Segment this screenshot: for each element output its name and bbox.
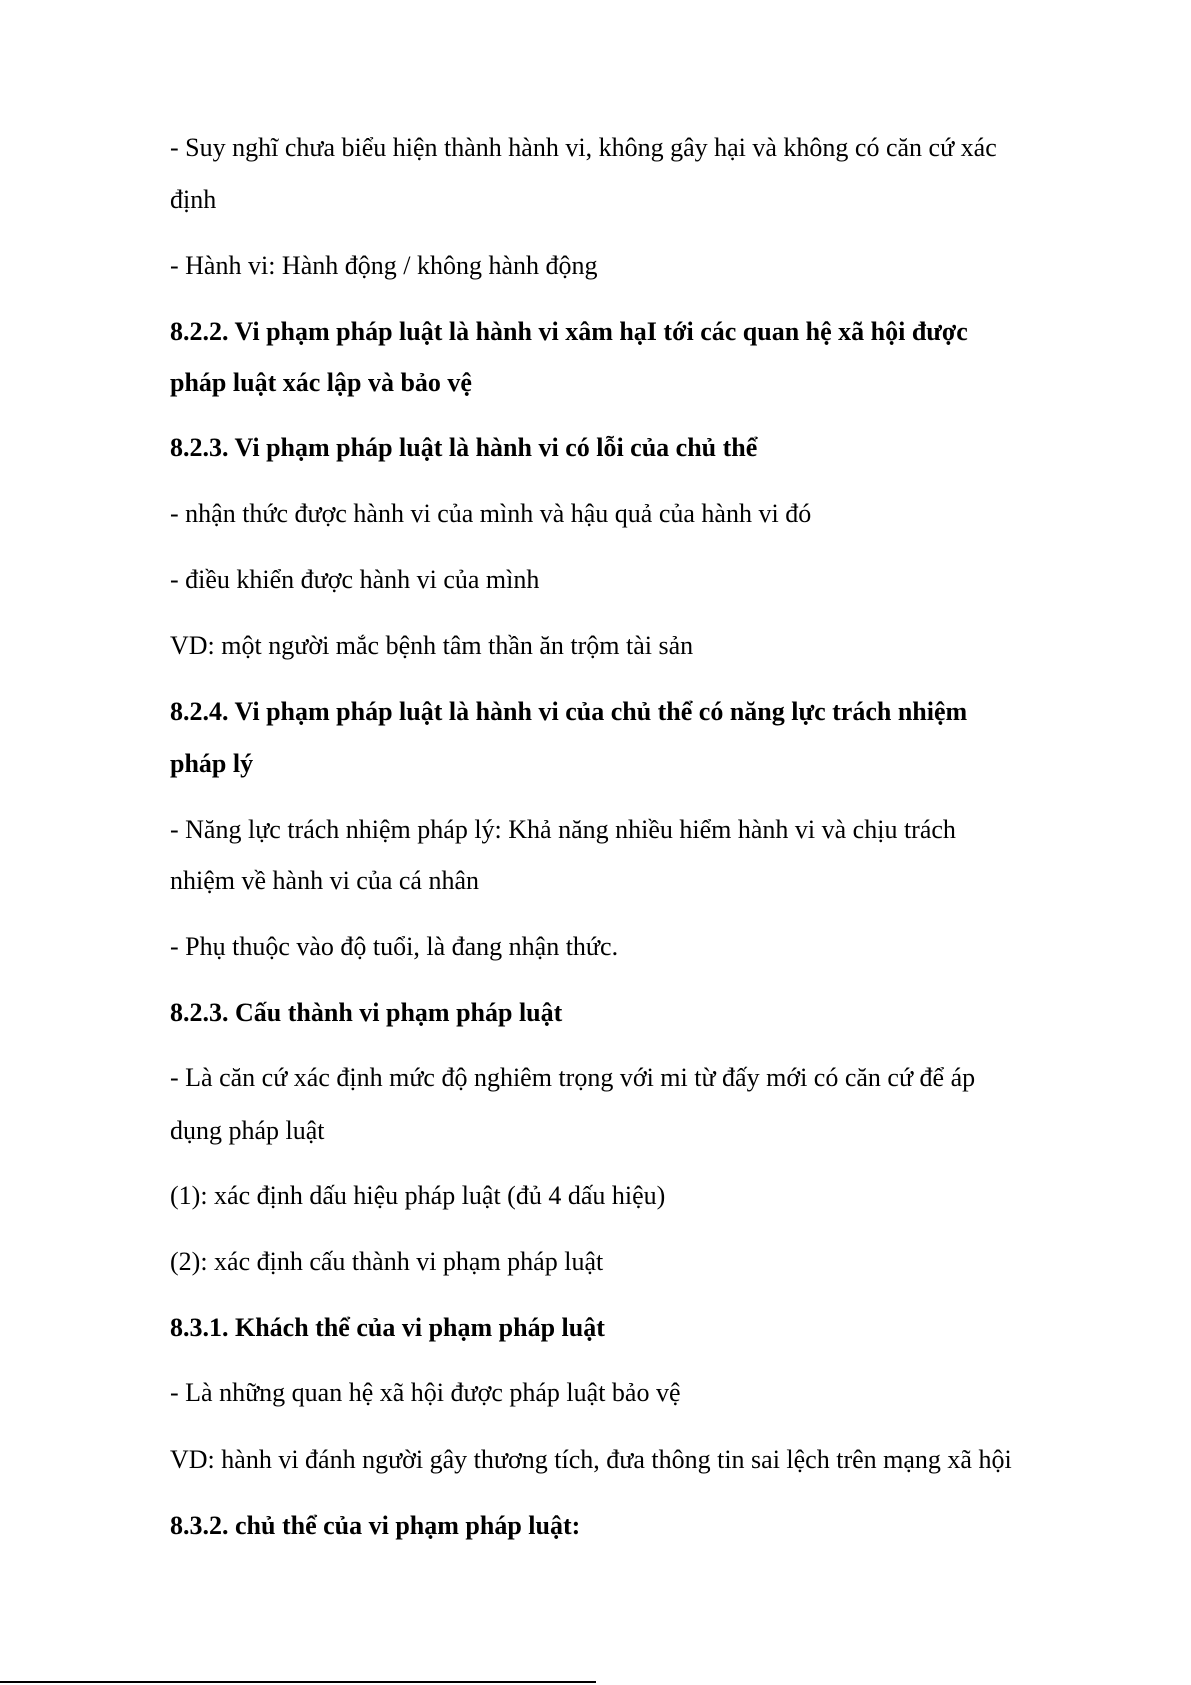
text-line: - Phụ thuộc vào độ tuổi, là đang nhận thức.	[170, 932, 619, 961]
section-heading: 8.3.2. chủ thể của vi phạm pháp luật:	[170, 1511, 581, 1540]
footer-rule	[0, 1681, 596, 1683]
section-heading: 8.2.2. Vi phạm pháp luật là hành vi xâm hạI tới các quan hệ xã hội được	[170, 317, 968, 346]
text-line: (2): xác định cấu thành vi phạm pháp luật	[170, 1247, 604, 1276]
section-heading: 8.2.3. Cấu thành vi phạm pháp luật	[170, 998, 563, 1027]
section-heading: 8.2.4. Vi phạm pháp luật là hành vi của chủ thể có năng lực trách nhiệm	[170, 697, 968, 726]
section-heading: 8.2.3. Vi phạm pháp luật là hành vi có lỗi của chủ thể	[170, 433, 758, 462]
text-line: định	[170, 185, 217, 214]
text-line: dụng pháp luật	[170, 1116, 325, 1145]
text-line: - Hành vi: Hành động / không hành động	[170, 251, 598, 280]
text-line: (1): xác định dấu hiệu pháp luật (đủ 4 dấu hiệu)	[170, 1181, 666, 1210]
text-line: - điều khiển được hành vi của mình	[170, 565, 540, 594]
text-line: VD: một người mắc bệnh tâm thần ăn trộm tài sản	[170, 631, 694, 660]
text-line: VD: hành vi đánh người gây thương tích, đưa thông tin sai lệch trên mạng xã hội	[170, 1445, 1012, 1474]
section-heading: 8.3.1. Khách thể của vi phạm pháp luật	[170, 1313, 605, 1342]
text-line: - Là căn cứ xác định mức độ nghiêm trọng với mi từ đấy mới có căn cứ để áp	[170, 1063, 976, 1092]
text-line: - Năng lực trách nhiệm pháp lý: Khả năng nhiều hiểm hành vi và chịu trách	[170, 815, 956, 844]
section-heading: pháp luật xác lập và bảo vệ	[170, 368, 472, 397]
text-line: - Suy nghĩ chưa biểu hiện thành hành vi, không gây hại và không có căn cứ xác	[170, 133, 997, 162]
text-line: - Là những quan hệ xã hội được pháp luật bảo vệ	[170, 1378, 681, 1407]
text-line: nhiệm về hành vi của cá nhân	[170, 866, 479, 895]
section-heading: pháp lý	[170, 749, 254, 778]
text-line: - nhận thức được hành vi của mình và hậu quả của hành vi đó	[170, 499, 812, 528]
